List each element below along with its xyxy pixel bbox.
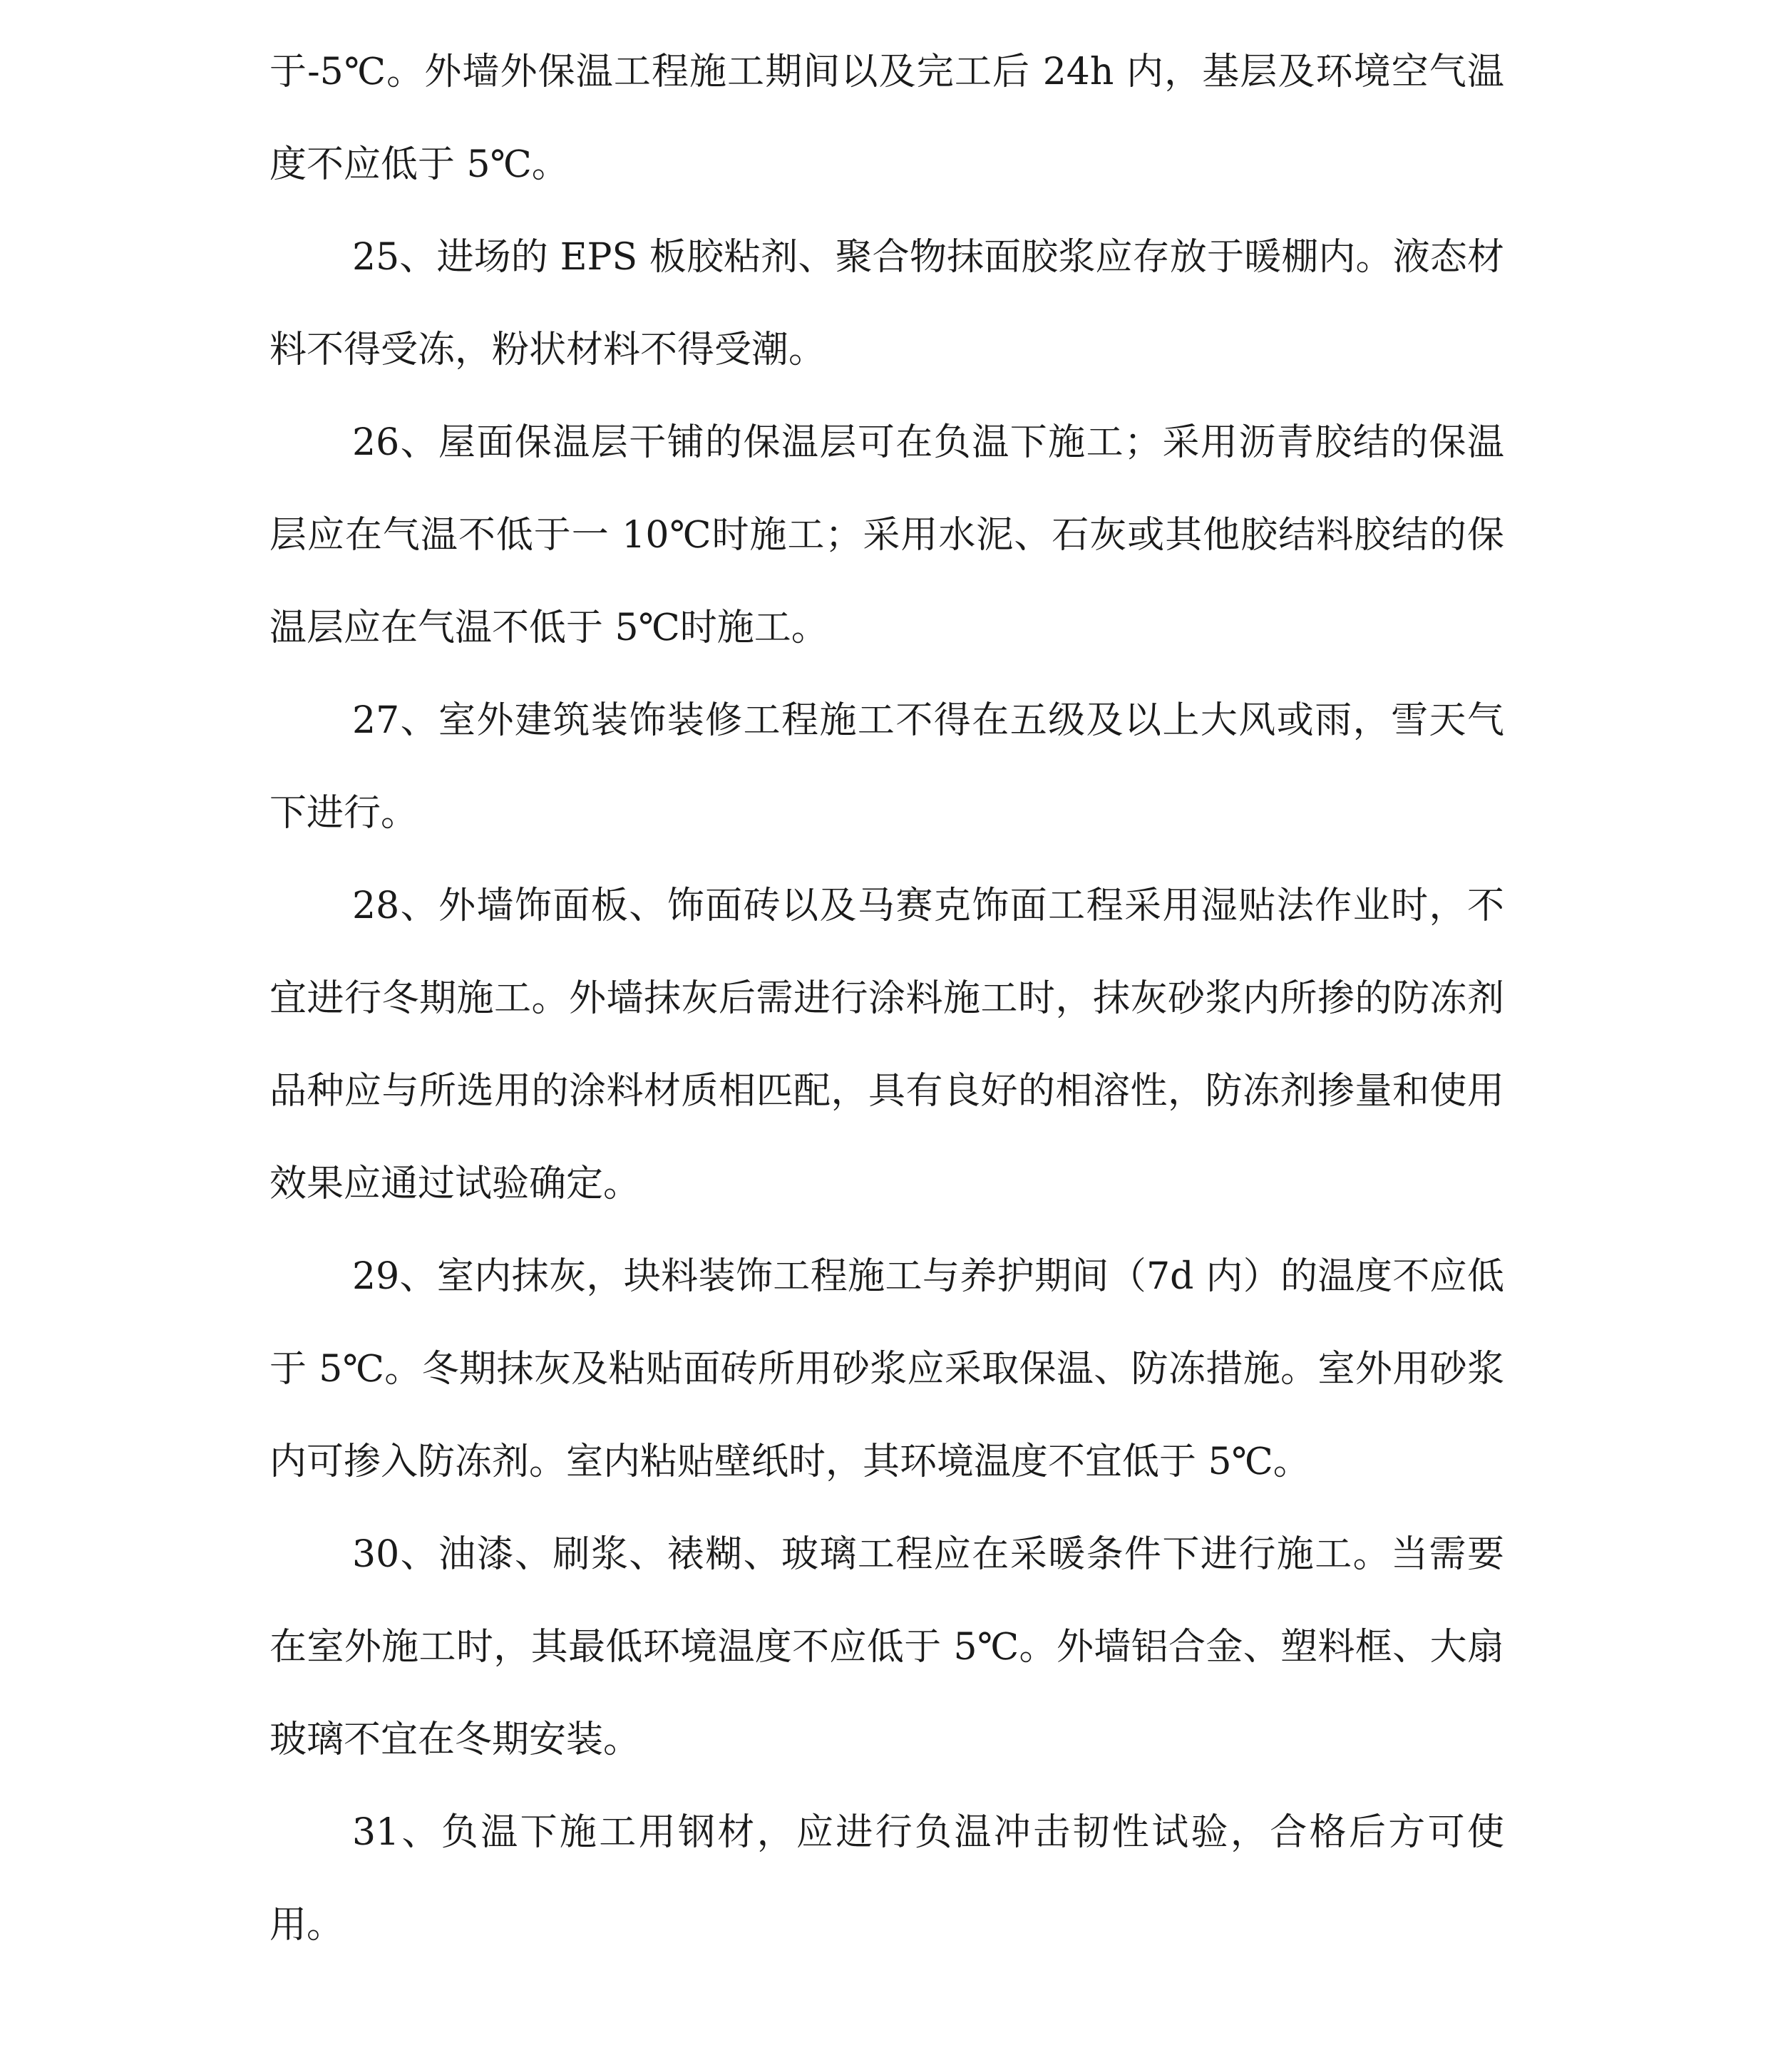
paragraph-item-27: 27、室外建筑装饰装修工程施工不得在五级及以上大风或雨，雪天气下进行。 — [269, 699, 1504, 835]
document-page — [269, 26, 1504, 1972]
paragraph-continued: 于-5℃。外墙外保温工程施工期间以及完工后 24h 内，基层及环境空气温度不应低于 5℃。 — [269, 51, 1504, 186]
paragraph-item-29: 29、室内抹灰，块料装饰工程施工与养护期间（7d 内）的温度不应低于 5℃。冬期抹灰及粘贴面砖所用砂浆应采取保温、防冻措施。室外用砂浆内可掺入防冻剂。室内粘贴壁纸时，其环境温度不宜低于 5℃。 — [269, 1255, 1504, 1483]
paragraph-item-25: 25、进场的 EPS 板胶粘剂、聚合物抹面胶浆应存放于暖棚内。液态材料不得受冻，粉状材料不得受潮。 — [269, 236, 1504, 371]
paragraph-item-28: 28、外墙饰面板、饰面砖以及马赛克饰面工程采用湿贴法作业时，不宜进行冬期施工。外墙抹灰后需进行涂料施工时，抹灰砂浆内所掺的防冻剂品种应与所选用的涂料材质相匹配，具有良好的相溶性，防冻剂掺量和使用效果应通过试验确定。 — [269, 885, 1504, 1205]
paragraph-item-30: 30、油漆、刷浆、裱糊、玻璃工程应在采暖条件下进行施工。当需要在室外施工时，其最低环境温度不应低于 5℃。外墙铝合金、塑料框、大扇玻璃不宜在冬期安装。 — [269, 1533, 1504, 1761]
paragraph-item-26: 26、屋面保温层干铺的保温层可在负温下施工；采用沥青胶结的保温层应在气温不低于一 10℃时施工；采用水泥、石灰或其他胶结料胶结的保温层应在气温不低于 5℃时施工。 — [269, 421, 1504, 649]
paragraph-item-31: 31、负温下施工用钢材，应进行负温冲击韧性试验，合格后方可使用。 — [269, 1811, 1504, 1947]
